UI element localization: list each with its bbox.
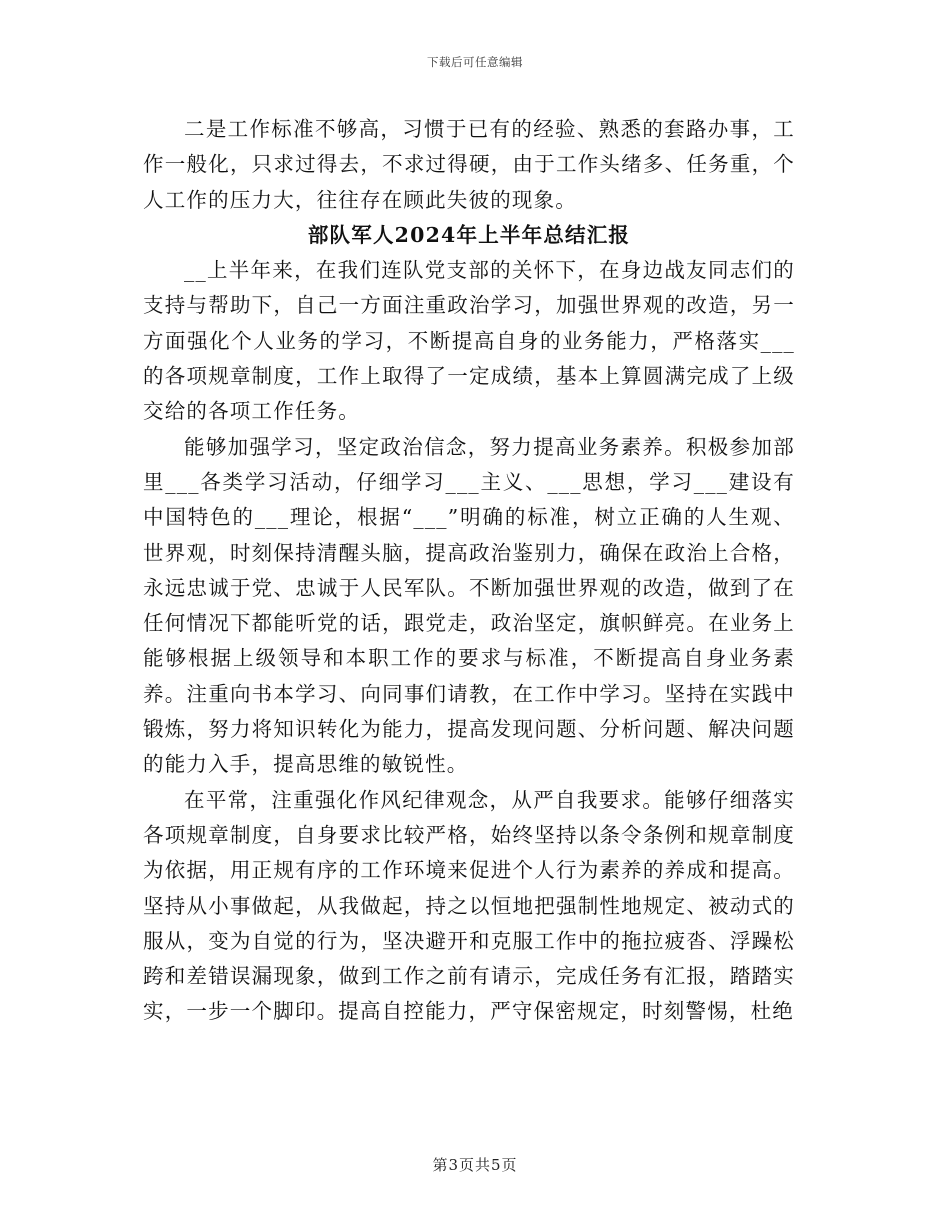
paragraph-body-1: __上半年来，在我们连队党支部的关怀下，在身边战友同志们的支持与帮助下，自己一方面注重政治学习，加强世界观的改造，另一方面强化个人业务的学习，不断提高自身的业务能力，严格落实___的各项规章制度，工作上取得了一定成绩，基本上算圆满完成了上级交给的各项工作任务。 (143, 258, 795, 424)
paragraph-body-2: 能够加强学习，坚定政治信念，努力提高业务素养。积极参加部里___各类学习活动，仔细学习___主义、___思想，学习___建设有中国特色的___理论，根据“___”明确的标准，树立正确的人生观、世界观，时刻保持清醒头脑，提高政治鉴别力，确保在政治上合格，永远忠诚于党、忠诚于人民军队。不断加强世界观的改造，做到了在任何情况下都能听党的话，跟党走，政治坚定，旗帜鲜亮。在业务上能够根据上级领导和本职工作的要求与标准，不断提高自身业务素养。注重向书本学习、向同事们请教，在工作中学习。坚持在实践中锻炼，努力将知识转化为能力，提高发现问题、分析问题、解决问题的能力入手，提高思维的敏锐性。 (143, 434, 795, 777)
paragraph-body-3: 在平常，注重强化作风纪律观念，从严自我要求。能够仔细落实各项规章制度，自身要求比较严格，始终坚持以条令条例和规章制度为依据，用正规有序的工作环境来促进个人行为素养的养成和提高。坚持从小事做起，从我做起，持之以恒地把强制性地规定、被动式的服从，变为自觉的行为，坚决避开和克服工作中的拖拉疲沓、浮躁松跨和差错误漏现象，做到工作之前有请示，完成任务有汇报，踏踏实实，一步一个脚印。提高自控能力，严守保密规定，时刻警惕，杜绝 (143, 787, 795, 1024)
header-note: 下载后可任意编辑 (427, 55, 523, 69)
paragraph-intro: 二是工作标准不够高，习惯于已有的经验、熟悉的套路办事，工作一般化，只求过得去，不求过得硬，由于工作头绪多、任务重，个人工作的压力大，往往存在顾此失彼的现象。 (143, 117, 795, 212)
page-footer: 第3页共5页 (432, 1156, 518, 1174)
document-content (143, 112, 795, 1030)
document-title: 部队军人2024年上半年总结汇报 (307, 222, 631, 247)
